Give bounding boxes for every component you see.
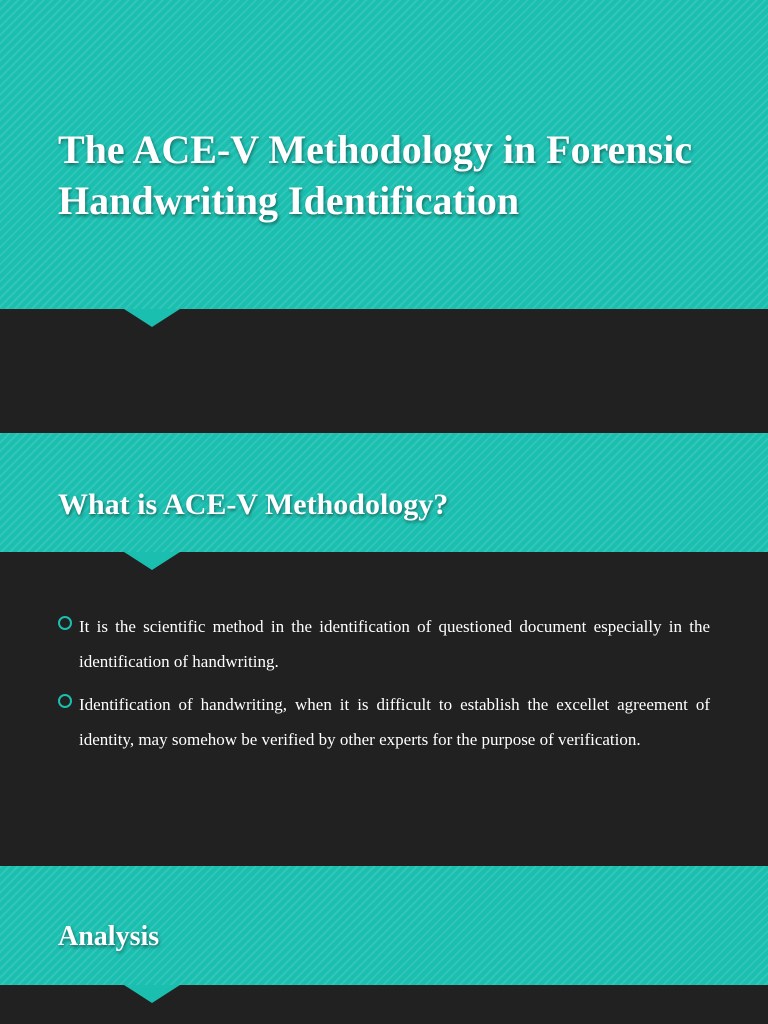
band-notch [124,309,180,327]
bullet-item [58,687,710,757]
slide-title-text: The ACE-V Methodology in Forensic Handwriting Identification [58,127,693,223]
bullet-text: Identification of handwriting, when it is difficult to establish the excellet agreement of identity, may somehow be verified by other experts for the purpose of verification. [79,695,710,749]
slide-heading: Analysis [58,921,160,952]
slide-heading: What is ACE-V Methodology? [58,488,449,521]
slide-title [0,0,768,433]
band-notch [124,552,180,570]
dark-band [0,985,768,1024]
dark-band [0,309,768,433]
slide-analysis [0,866,768,1024]
bullet-item [58,609,710,679]
bullet-text: It is the scientific method in the identification of questioned document especially in the identification of handwriting. [79,617,710,671]
band-notch [124,985,180,1003]
hollow-circle-bullet-icon [58,616,72,630]
slide-what-is-ace-v [0,433,768,866]
bullet-list [58,609,710,765]
hollow-circle-bullet-icon [58,694,72,708]
